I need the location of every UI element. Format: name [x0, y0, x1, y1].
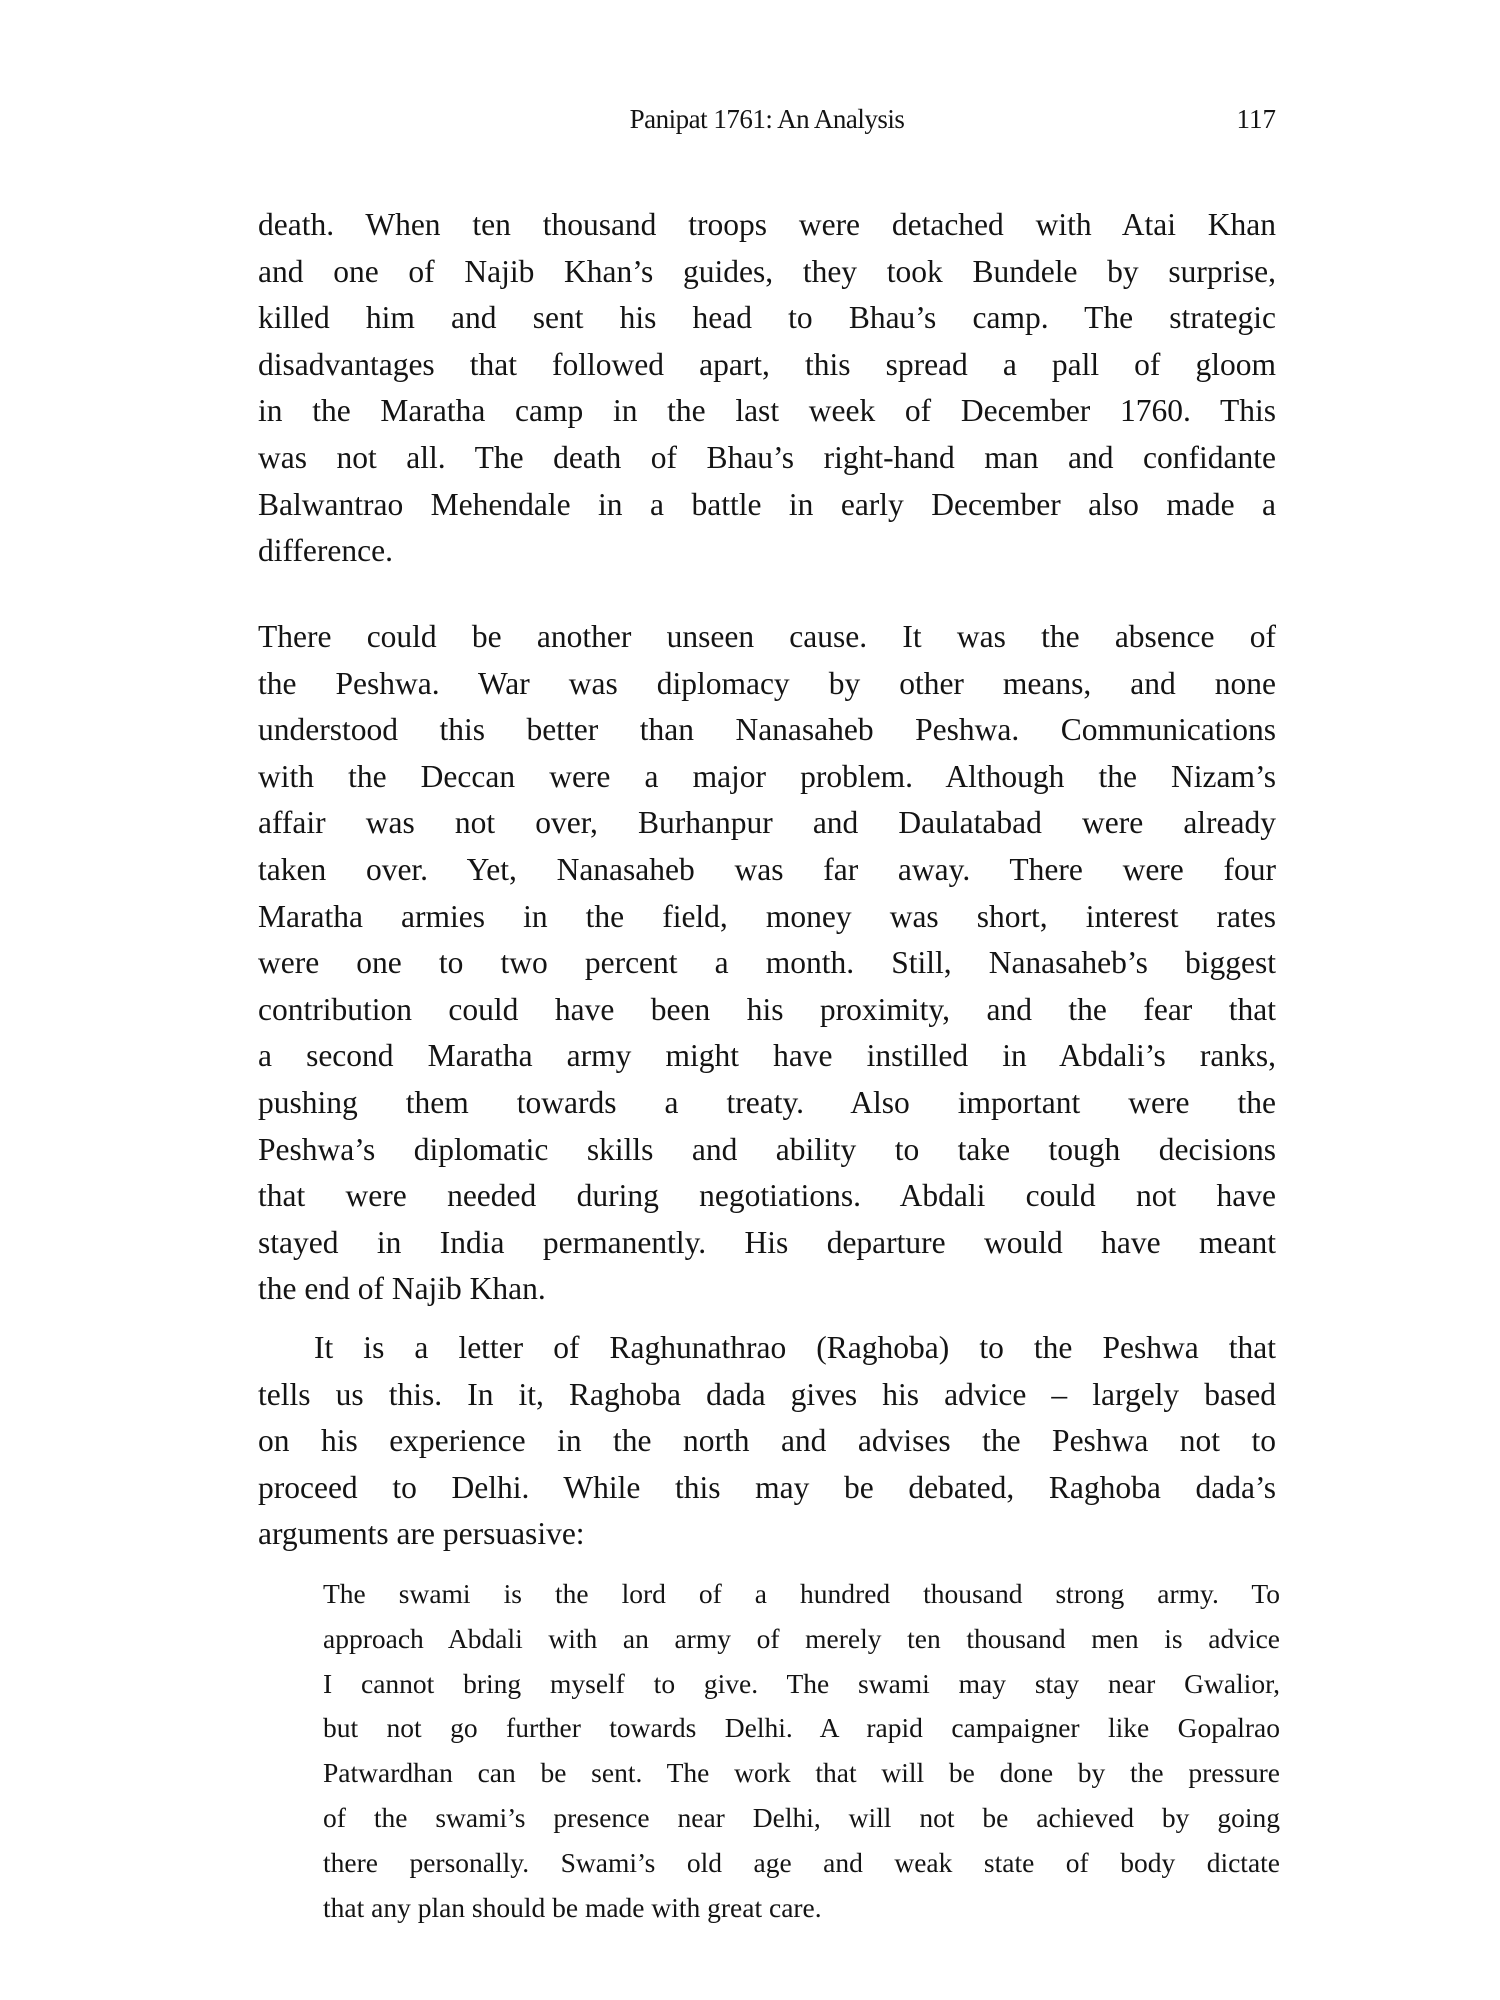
text-line: The swami is the lord of a hundred thousand strong army. To [323, 1578, 1280, 1609]
text-line: killed him and sent his head to Bhau’s camp. The strategic [258, 300, 1276, 336]
running-header [258, 104, 1276, 144]
text-line: the Peshwa. War was diplomacy by other means, and none [258, 665, 1276, 701]
text-line: pushing them towards a treaty. Also important were the [258, 1084, 1276, 1120]
page-number: 117 [1236, 104, 1276, 134]
text-line: a second Maratha army might have instilled in Abdali’s ranks, [258, 1038, 1276, 1074]
text-line: there personally. Swami’s old age and weak state of body dictate [323, 1846, 1280, 1878]
paragraph-1 [258, 202, 1276, 575]
text-line: but not go further towards Delhi. A rapid campaigner like Gopalrao [323, 1712, 1280, 1744]
text-line: There could be another unseen cause. It was the absence of [258, 619, 1276, 654]
text-line: Patwardhan can be sent. The work that will be done by the pressure [323, 1757, 1280, 1789]
text-line: that any plan should be made with great care. [323, 1891, 822, 1923]
text-line: on his experience in the north and advises the Peshwa not to [258, 1423, 1276, 1459]
text-line: I cannot bring myself to give. The swami may stay near Gwalior, [323, 1667, 1280, 1699]
text-line: affair was not over, Burhanpur and Daulatabad were already [258, 805, 1276, 841]
text-line: death. When ten thousand troops were detached with Atai Khan [258, 207, 1276, 242]
text-line: with the Deccan were a major problem. Although the Nizam’s [258, 758, 1276, 794]
text-line: difference. [258, 533, 393, 569]
text-line: tells us this. In it, Raghoba dada gives his advice – largely based [258, 1376, 1276, 1412]
paragraph-2 [258, 614, 1276, 1313]
text-line: proceed to Delhi. While this may be debated, Raghoba dada’s [258, 1469, 1276, 1505]
text-line: that were needed during negotiations. Abdali could not have [258, 1178, 1276, 1214]
text-line: stayed in India permanently. His departure would have meant [258, 1224, 1276, 1260]
text-line: It is a letter of Raghunathrao (Raghoba) to the Peshwa that [314, 1330, 1276, 1365]
text-line: the end of Najib Khan. [258, 1271, 546, 1307]
text-line: of the swami’s presence near Delhi, will not be achieved by going [323, 1801, 1280, 1833]
paragraph-3 [258, 1325, 1276, 1558]
text-line: were one to two percent a month. Still, Nanasaheb’s biggest [258, 945, 1276, 981]
block-quote [323, 1572, 1280, 1930]
text-line: was not all. The death of Bhau’s right-hand man and confidante [258, 439, 1276, 475]
text-line: Balwantrao Mehendale in a battle in early December also made a [258, 486, 1276, 522]
text-line: disadvantages that followed apart, this spread a pall of gloom [258, 346, 1276, 382]
text-line: arguments are persuasive: [258, 1516, 585, 1552]
text-line: understood this better than Nanasaheb Peshwa. Communications [258, 712, 1276, 748]
text-line: Maratha armies in the field, money was short, interest rates [258, 898, 1276, 934]
text-line: taken over. Yet, Nanasaheb was far away. There were four [258, 851, 1276, 887]
text-line: and one of Najib Khan’s guides, they took Bundele by surprise, [258, 253, 1276, 289]
text-line: in the Maratha camp in the last week of December 1760. This [258, 393, 1276, 429]
running-title: Panipat 1761: An Analysis [629, 104, 905, 134]
text-line: contribution could have been his proximity, and the fear that [258, 991, 1276, 1027]
text-line: Peshwa’s diplomatic skills and ability to take tough decisions [258, 1131, 1276, 1167]
text-line: approach Abdali with an army of merely ten thousand men is advice [323, 1622, 1280, 1654]
